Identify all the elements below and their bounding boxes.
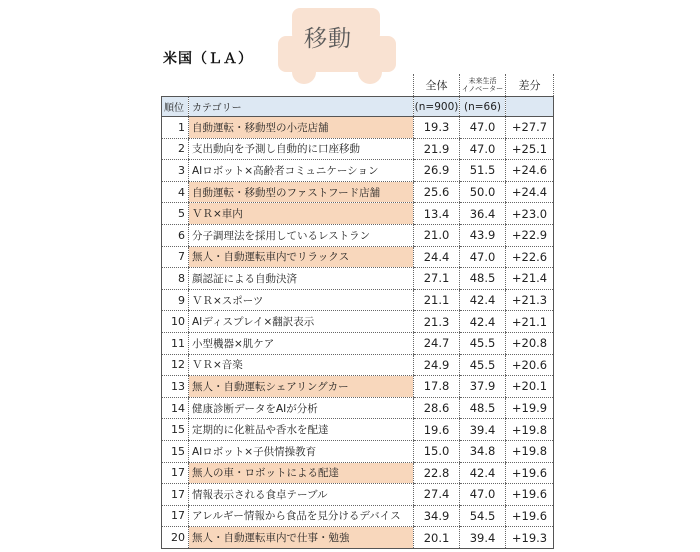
table-row	[162, 224, 554, 246]
rank-cell: 3	[162, 160, 189, 182]
table-row	[162, 354, 554, 376]
category-cell: 無人・自動運転車内でリラックス	[189, 246, 414, 268]
table-row	[162, 440, 554, 462]
overall-value: 15.0	[414, 440, 460, 462]
header-row	[162, 74, 554, 97]
overall-value: 21.3	[414, 311, 460, 333]
category-cell: 自動運転・移動型のファストフード店舗	[189, 181, 414, 203]
category-cell: ＶＲ×スポーツ	[189, 289, 414, 311]
table-row	[162, 268, 554, 290]
overall-value: 19.6	[414, 419, 460, 441]
difference-value: +19.8	[506, 440, 554, 462]
innovator-value: 45.5	[460, 332, 506, 354]
rank-cell: 11	[162, 332, 189, 354]
category-cell: 情報表示される食卓テーブル	[189, 484, 414, 506]
header-innovator-line1: 未来生活	[468, 76, 497, 85]
table-row	[162, 117, 554, 139]
overall-value: 24.4	[414, 246, 460, 268]
innovator-value: 51.5	[460, 160, 506, 182]
innovator-value: 45.5	[460, 354, 506, 376]
innovator-value: 47.0	[460, 138, 506, 160]
category-cell: 小型機器×肌ケア	[189, 332, 414, 354]
difference-value: +21.3	[506, 289, 554, 311]
category-cell: 無人の車・ロボットによる配達	[189, 462, 414, 484]
table-row	[162, 203, 554, 225]
difference-value: +23.0	[506, 203, 554, 225]
difference-value: +24.4	[506, 181, 554, 203]
difference-value: +19.9	[506, 397, 554, 419]
table-row	[162, 376, 554, 398]
table-row	[162, 289, 554, 311]
table-row	[162, 397, 554, 419]
category-cell: 自動運転・移動型の小売店舗	[189, 117, 414, 139]
rank-cell: 6	[162, 224, 189, 246]
table-row	[162, 181, 554, 203]
rank-cell: 7	[162, 246, 189, 268]
difference-value: +20.8	[506, 332, 554, 354]
rank-cell: 1	[162, 117, 189, 139]
overall-value: 21.9	[414, 138, 460, 160]
rank-cell: 15	[162, 440, 189, 462]
table-row	[162, 311, 554, 333]
rank-cell: 17	[162, 462, 189, 484]
overall-value: 22.8	[414, 462, 460, 484]
innovator-value: 39.4	[460, 419, 506, 441]
overall-value: 24.7	[414, 332, 460, 354]
header-innovator	[460, 74, 506, 97]
difference-value: +20.6	[506, 354, 554, 376]
difference-value: +22.6	[506, 246, 554, 268]
overall-value: 13.4	[414, 203, 460, 225]
header-difference: 差分	[506, 74, 554, 97]
difference-value: +19.3	[506, 527, 554, 549]
innovator-value: 50.0	[460, 181, 506, 203]
ranking-table	[161, 74, 554, 549]
rank-cell: 4	[162, 181, 189, 203]
innovator-value: 43.9	[460, 224, 506, 246]
difference-value: +19.6	[506, 462, 554, 484]
overall-value: 24.9	[414, 354, 460, 376]
innovator-value: 48.5	[460, 397, 506, 419]
category-cell: ＶＲ×音楽	[189, 354, 414, 376]
rank-cell: 17	[162, 505, 189, 527]
header-rank: 順位	[162, 97, 189, 117]
category-cell: 無人・自動運転シェアリングカー	[189, 376, 414, 398]
rank-cell: 8	[162, 268, 189, 290]
innovator-value: 36.4	[460, 203, 506, 225]
category-cell: アレルギー情報から食品を見分けるデバイス	[189, 505, 414, 527]
header-difference-blank	[506, 97, 554, 117]
overall-value: 21.1	[414, 289, 460, 311]
header-blank	[162, 74, 189, 97]
overall-value: 34.9	[414, 505, 460, 527]
difference-value: +25.1	[506, 138, 554, 160]
innovator-value: 48.5	[460, 268, 506, 290]
table-row	[162, 462, 554, 484]
innovator-value: 34.8	[460, 440, 506, 462]
category-cell: 分子調理法を採用しているレストラン	[189, 224, 414, 246]
overall-value: 19.3	[414, 117, 460, 139]
difference-value: +19.8	[506, 419, 554, 441]
category-cell: ＶＲ×車内	[189, 203, 414, 225]
header-overall: 全体	[414, 74, 460, 97]
innovator-value: 37.9	[460, 376, 506, 398]
table-row	[162, 505, 554, 527]
rank-cell: 5	[162, 203, 189, 225]
difference-value: +27.7	[506, 117, 554, 139]
table-row	[162, 484, 554, 506]
overall-value: 27.1	[414, 268, 460, 290]
difference-value: +20.1	[506, 376, 554, 398]
innovator-value: 47.0	[460, 117, 506, 139]
rank-cell: 2	[162, 138, 189, 160]
difference-value: +19.6	[506, 484, 554, 506]
overall-value: 26.9	[414, 160, 460, 182]
header-category: カテゴリー	[189, 97, 414, 117]
table-row	[162, 332, 554, 354]
overall-value: 17.8	[414, 376, 460, 398]
innovator-value: 42.4	[460, 311, 506, 333]
header-blank	[189, 74, 414, 97]
category-cell: AIディスプレイ×翻訳表示	[189, 311, 414, 333]
category-cell: AIロボット×高齢者コミュニケーション	[189, 160, 414, 182]
table-row	[162, 138, 554, 160]
rank-cell: 15	[162, 419, 189, 441]
rank-cell: 9	[162, 289, 189, 311]
table-row	[162, 419, 554, 441]
rank-cell: 14	[162, 397, 189, 419]
subheader-row	[162, 97, 554, 117]
difference-value: +21.1	[506, 311, 554, 333]
innovator-value: 47.0	[460, 484, 506, 506]
innovator-value: 42.4	[460, 462, 506, 484]
rank-cell: 17	[162, 484, 189, 506]
header-innovator-n: (n=66)	[460, 97, 506, 117]
overall-value: 25.6	[414, 181, 460, 203]
innovator-value: 42.4	[460, 289, 506, 311]
region-label: 米国（ＬＡ）	[163, 51, 253, 67]
page-title: 移動	[304, 26, 352, 52]
category-cell: 定期的に化粧品や香水を配達	[189, 419, 414, 441]
overall-value: 20.1	[414, 527, 460, 549]
innovator-value: 47.0	[460, 246, 506, 268]
rank-cell: 10	[162, 311, 189, 333]
rank-cell: 12	[162, 354, 189, 376]
category-cell: AIロボット×子供情操教育	[189, 440, 414, 462]
overall-value: 28.6	[414, 397, 460, 419]
overall-value: 21.0	[414, 224, 460, 246]
category-cell: 健康診断データをAIが分析	[189, 397, 414, 419]
category-cell: 顔認証による自動決済	[189, 268, 414, 290]
rank-cell: 20	[162, 527, 189, 549]
category-cell: 支出動向を予測し自動的に口座移動	[189, 138, 414, 160]
table-row	[162, 527, 554, 549]
header-overall-n: (n=900)	[414, 97, 460, 117]
difference-value: +21.4	[506, 268, 554, 290]
table-row	[162, 160, 554, 182]
overall-value: 27.4	[414, 484, 460, 506]
innovator-value: 39.4	[460, 527, 506, 549]
rank-cell: 13	[162, 376, 189, 398]
innovator-value: 54.5	[460, 505, 506, 527]
table-row	[162, 246, 554, 268]
difference-value: +24.6	[506, 160, 554, 182]
difference-value: +22.9	[506, 224, 554, 246]
header-innovator-line2: イノベーター	[461, 84, 504, 93]
category-cell: 無人・自動運転車内で仕事・勉強	[189, 527, 414, 549]
difference-value: +19.6	[506, 505, 554, 527]
